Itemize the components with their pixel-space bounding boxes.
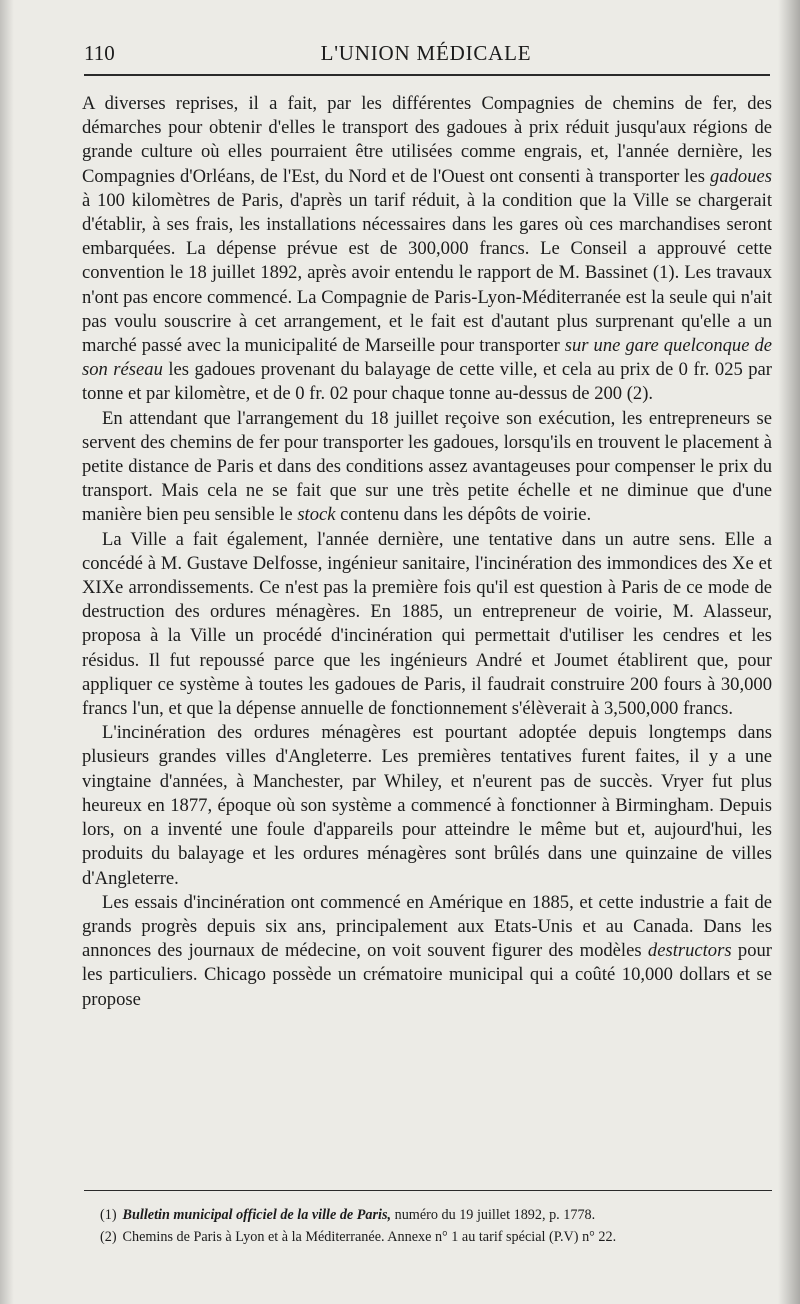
paragraph-4 <box>82 721 772 890</box>
footnote-1-mark: (1) <box>100 1207 117 1223</box>
paragraph-3 <box>82 528 772 722</box>
footnote-2-mark: (2) <box>100 1229 117 1245</box>
paragraph-1-italic-reseau: sur une gare quelconque de son réseau <box>82 335 773 381</box>
paragraph-2 <box>82 407 772 528</box>
footnote-1-title: Bulletin municipal officiel de la ville de Paris, <box>122 1207 392 1223</box>
paragraph-4-text: L'incinération des ordures ménagères est pourtant adoptée depuis longtemps dans plusieurs grandes villes d'Angleterre. Les premières tentatives furent faites, il y a une vingtaine d'années, à Manchester, par Whiley, et n'eurent pas de succès. Vryer fut plus heureux en 1877, époque où son système a commencé à fonctionner à Birmingham. Depuis lors, on a inventé une foule d'appareils pour atteindre le même but et, aujourd'hui, les produits du balayage et les ordures ménagères sont brûlés dans une quinzaine de villes d'Angleterre. <box>82 722 772 889</box>
paragraph-5 <box>82 891 772 1012</box>
paragraph-2-text-a: En attendant que l'arrangement du 18 juillet reçoive son exécution, les entrepreneurs se servent des chemins de fer pour transporter les gadoues, lorsqu'ils en trouvent le placement à petite distance de Paris et dans des conditions assez avantageuses pour compenser le prix du transport. Mais cela ne se fait que sur une très petite échelle et ne diminue que d'une manière bien peu sensible le <box>82 407 772 526</box>
paragraph-1 <box>82 92 772 407</box>
paragraph-1-text-c: les gadoues provenant du balayage de cette ville, et cela au prix de 0 fr. 025 par tonne et par kilomètre, et de 0 fr. 02 pour chaque tonne au-dessus de 200 (2). <box>82 359 772 405</box>
paragraph-2-text-b: contenu dans les dépôts de voirie. <box>335 504 592 526</box>
paragraph-2-italic-stock: stock <box>297 504 336 526</box>
page-number: 110 <box>84 41 115 65</box>
header-rule <box>84 74 770 76</box>
paragraph-3-text: La Ville a fait également, l'année dernière, une tentative dans un autre sens. Elle a concédé à M. Gustave Delfosse, ingénieur sanitaire, l'incinération des immondices des Xe et XIXe arrondissements. Ce n'est pas la première fois qu'il est question à Paris de ce mode de destruction des ordures ménagères. En 1885, un entrepreneur de voirie, M. Alasseur, proposa à la Ville un procédé d'incinération qui permettait d'utiliser les cendres et les résidus. Il fut repoussé parce que les ingénieurs André et Joumet établirent que, pour appliquer ce système à toutes les gadoues de Paris, il faudrait construire 200 fours à 30,000 francs l'un, et que la dépense annuelle de fonctionnement s'élèverait à 3,500,000 francs. <box>82 528 772 720</box>
footnote-2 <box>100 1228 774 1246</box>
footnotes <box>100 1206 774 1250</box>
page-edge-shadow-left <box>0 0 14 1304</box>
paragraph-5-italic-destructors: destructors <box>647 940 732 962</box>
footnote-rule <box>84 1190 772 1191</box>
footnote-1-rest: numéro du 19 juillet 1892, p. 1778. <box>391 1207 596 1223</box>
paragraph-1-text-b: à 100 kilomètres de Paris, d'après un tarif réduit, à la condition que la Ville se chargerait d'établir, à ses frais, les installations nécessaires dans les gares où ces marchandises seront embarquées. La dépense prévue est de 300,000 francs. Le Conseil a approuvé cette convention le 18 juillet 1892, après avoir entendu le rapport de M. Bassinet (1). Les travaux n'ont pas encore commencé. La Compagnie de Paris-Lyon-Méditerranée est la seule qui n'ait pas voulu souscrire à cet arrangement, et le fait est d'autant plus surprenant qu'elle a un marché passé avec la municipalité de Marseille pour transporter <box>82 189 772 357</box>
page-header <box>84 38 768 68</box>
body-text <box>82 92 772 1012</box>
page-edge-shadow-right <box>778 0 800 1304</box>
running-head: L'UNION MÉDICALE <box>320 41 532 65</box>
paragraph-1-italic-gadoues: gadoues <box>710 165 772 187</box>
paragraph-5-text-a: Les essais d'incinération ont commencé en Amérique en 1885, et cette industrie a fait de grands progrès depuis six ans, principalement aux Etats-Unis et au Canada. Dans les annonces des journaux de médecine, on voit souvent figurer des modèles <box>82 891 772 962</box>
footnote-2-text: Chemins de Paris à Lyon et à la Méditerranée. Annexe n° 1 au tarif spécial (P.V) n° 22. <box>122 1229 617 1245</box>
footnote-1 <box>100 1206 774 1224</box>
paragraph-5-text-b: pour les particuliers. Chicago possède un crématoire municipal qui a coûté 10,000 dollars et se propose <box>82 940 772 1010</box>
paragraph-1-text-a: A diverses reprises, il a fait, par les différentes Compagnies de chemins de fer, des démarches pour obtenir d'elles le transport des gadoues à prix réduit jusqu'aux régions de grande culture où elles pourraient être utilisées comme engrais, et, l'année dernière, les Compagnies d'Orléans, de l'Est, du Nord et de l'Ouest ont consenti à transporter les <box>82 93 772 187</box>
